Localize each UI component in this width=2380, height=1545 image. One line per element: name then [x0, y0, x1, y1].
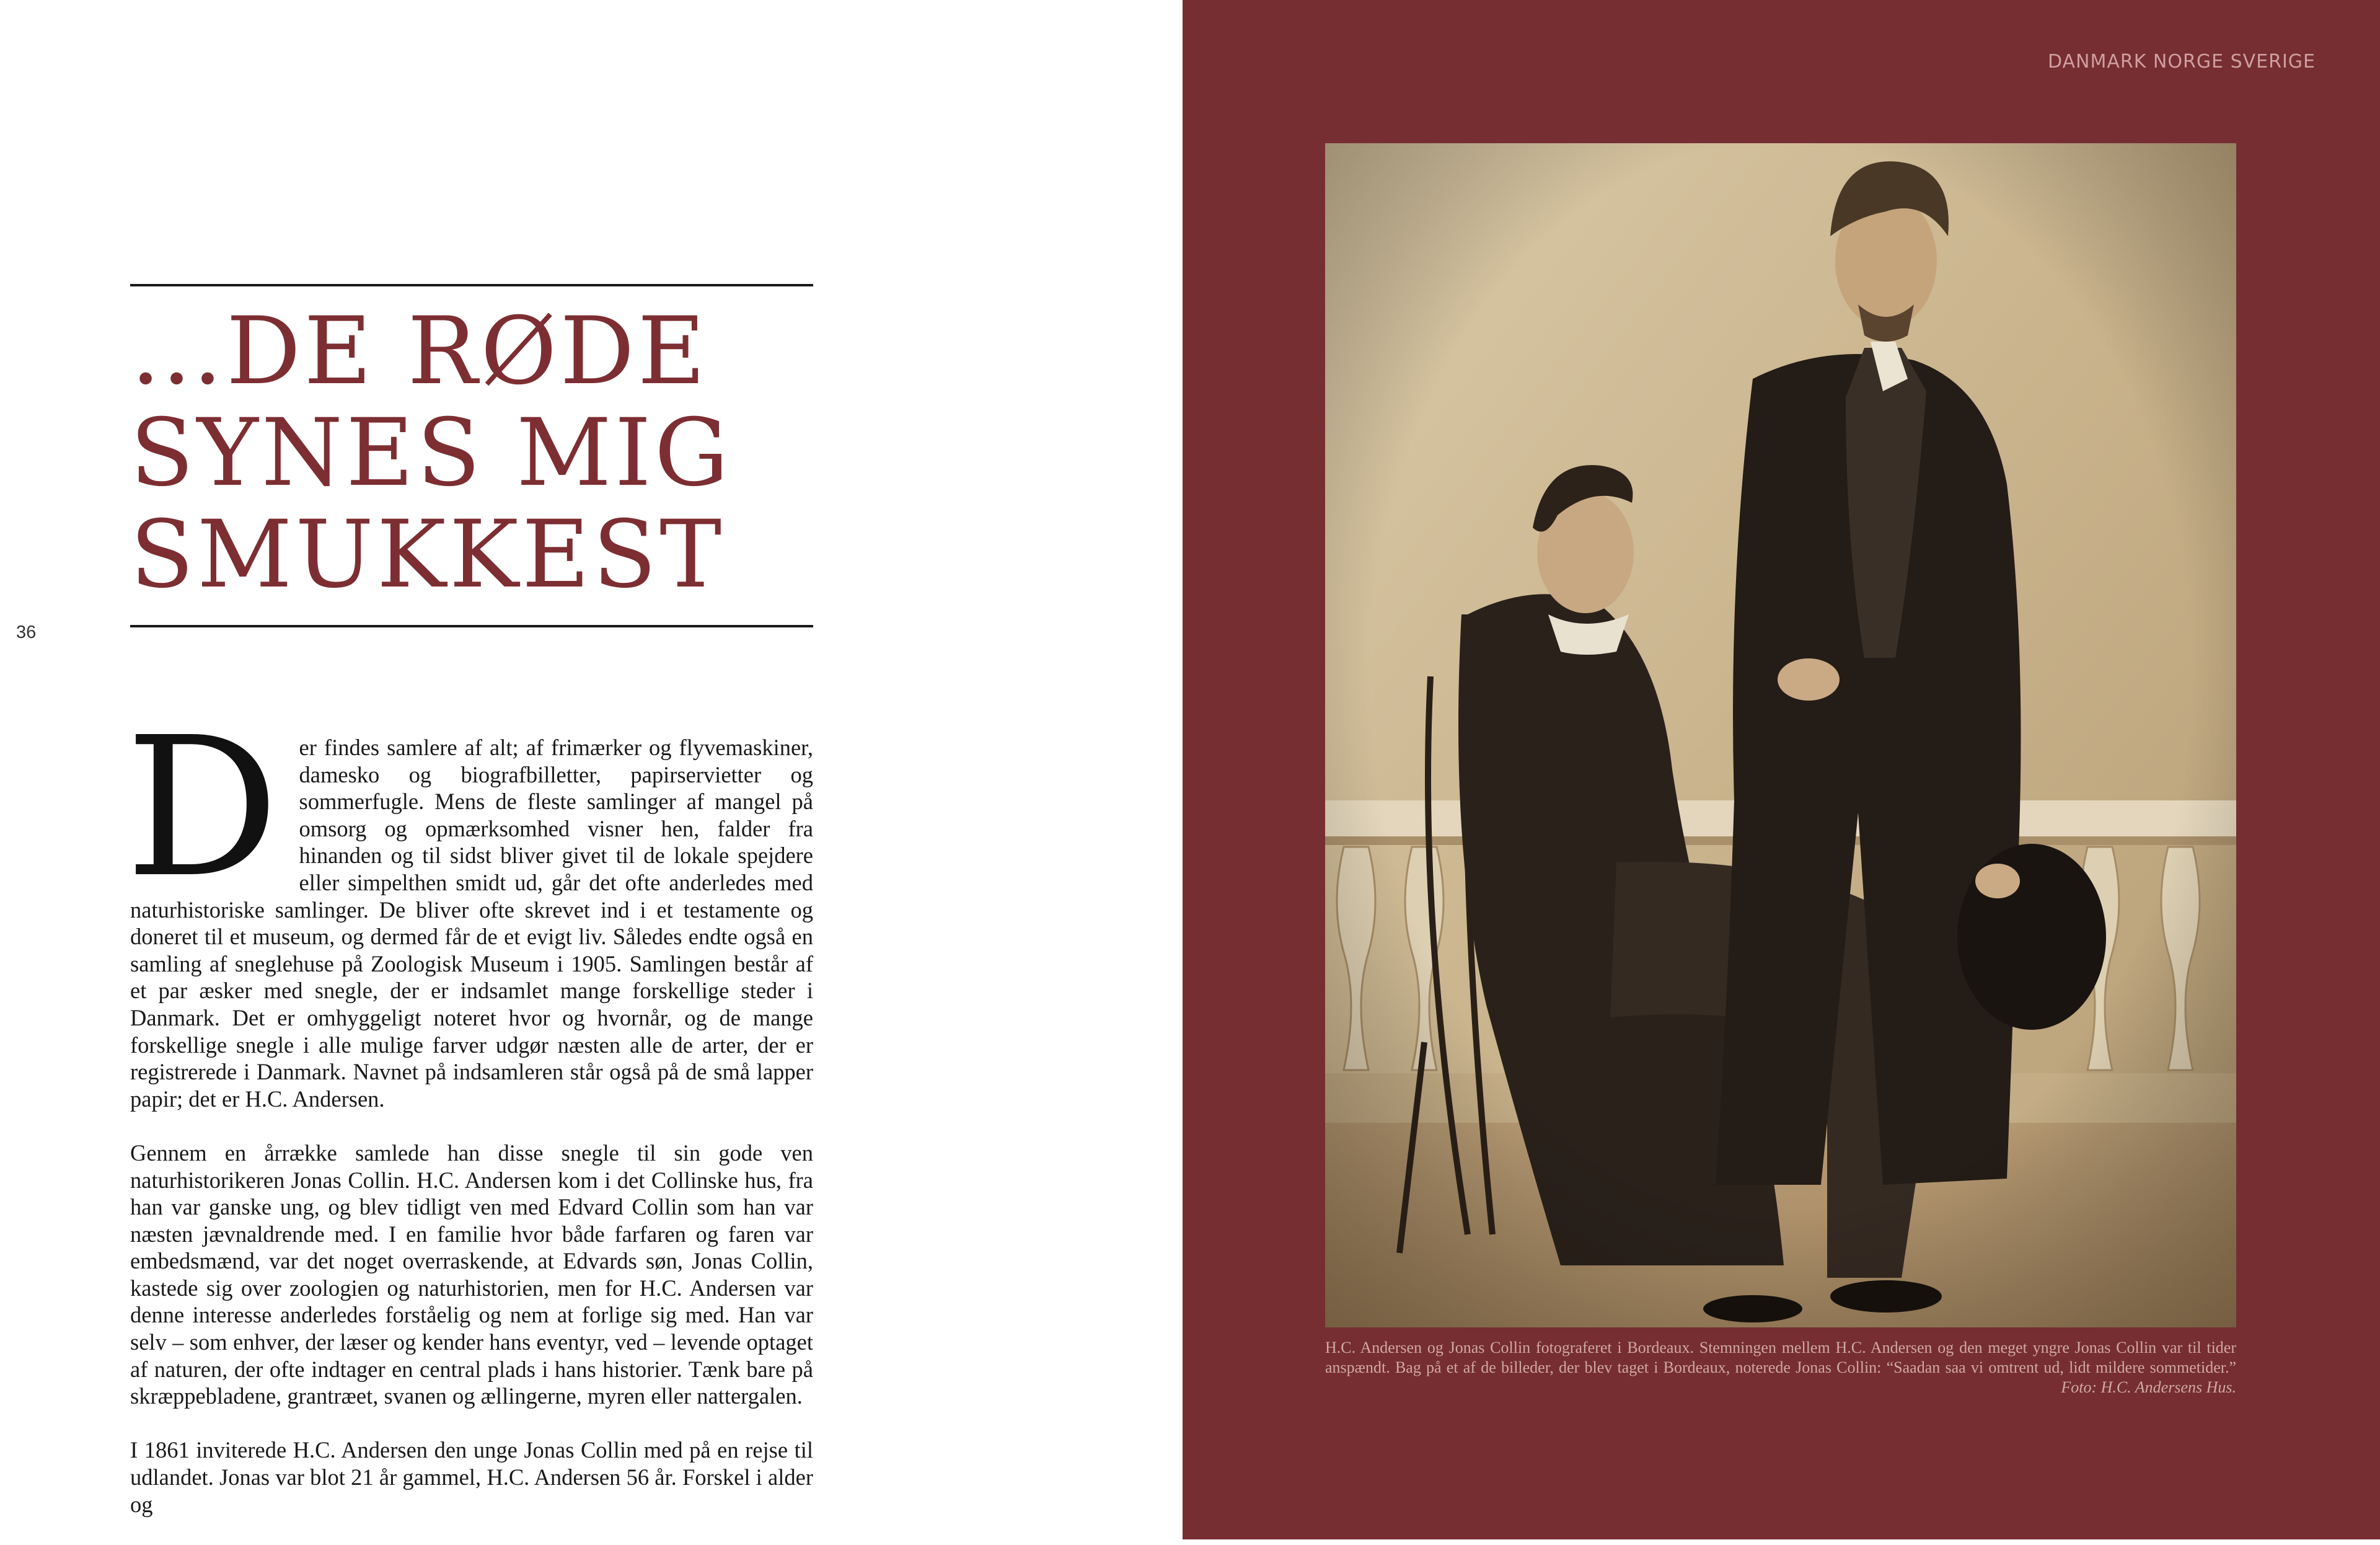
left-page — [0, 0, 1183, 1539]
sepia-photograph — [1325, 143, 2236, 1327]
headline-rule-bottom — [130, 625, 813, 627]
caption-credit: Foto: H.C. Andersens Hus. — [2061, 1378, 2236, 1396]
paragraph-1 — [125, 696, 813, 1112]
headline-rule-top — [130, 284, 813, 286]
headline — [130, 298, 837, 609]
caption-text: H.C. Andersen og Jonas Collin fotograferet i Bordeaux. Stemningen mellem H.C. Andersen og den meget yngre Jonas Collin var til tider anspændt. Bag på et af de billeder, der blev taget i Bordeaux, noterede Jonas Collin: “Saadan saa vi omtrent ud, lidt mildere sommetider.” — [1325, 1339, 2236, 1376]
photo-caption — [1325, 1338, 2236, 1397]
photo-illustration — [1325, 143, 2236, 1327]
article-body — [125, 696, 813, 1545]
drop-cap: D — [125, 696, 280, 920]
paragraph-2: Gennem en årrække samlede han disse snegle til sin gode ven naturhistorikeren Jonas Collin. H.C. Andersen kom i det Collinske hus, fra han var ganske ung, og blev tidligt ven med Edvard Collin som han var næsten jævnaldrende med. I en familie hvor både farfaren og faren var embedsmænd, var det noget overraskende, at Edvards søn, Jonas Collin, kastede sig over zoologien og naturhistorien, men for H.C. Andersen var denne interesse anderledes forståelig og nem at forlige sig med. Han var selv – som enhver, der læser og kender hans eventyr, ved – levende optaget af naturen, der ofte indtager en central plads i hans historier. Tænk bare på skræppebladene, grantræet, svanen og ællingerne, myren eller nattergalen. — [130, 1140, 813, 1409]
headline-line-3: SMUKKEST — [130, 501, 725, 609]
headline-line-1: …DE RØDE — [130, 298, 709, 405]
page-number: 36 — [16, 622, 37, 642]
headline-line-2: SYNES MIG — [130, 399, 732, 507]
section-header: DANMARK NORGE SVERIGE — [2047, 51, 2316, 73]
paragraph-3: I 1861 inviterede H.C. Andersen den unge Jonas Collin med på en rejse til udlandet. Jonas var blot 21 år gammel, H.C. Andersen 56 år. Forskel i alder og — [130, 1437, 813, 1517]
paragraph-1-text: er findes samlere af alt; af frimærker og flyvemaskiner, damesko og biografbilletter, papirservietter og sommerfugle. Mens de fleste samlinger af mangel på omsorg og opmærksomhed visner hen, falder fra hinanden og til sidst bliver givet til de lokale spejdere eller simpelthen smidt ud, går det ofte anderledes med naturhistoriske samlinger. De bliver ofte skrevet ind i et testamente og doneret til et museum, og dermed får de et evigt liv. Således endte også en samling af sneglehuse på Zoologisk Museum i 1905. Samlingen består af et par æsker med snegle, der er indsamlet mange forskellige steder i Danmark. Det er omhyggeligt noteret hvor og hvornår, og de mange forskellige snegle i alle mulige farver udgør næsten alle de arter, der er registrerede i Danmark. Navnet på indsamleren står også på de små lapper papir; det er H.C. Andersen. — [130, 735, 813, 1112]
